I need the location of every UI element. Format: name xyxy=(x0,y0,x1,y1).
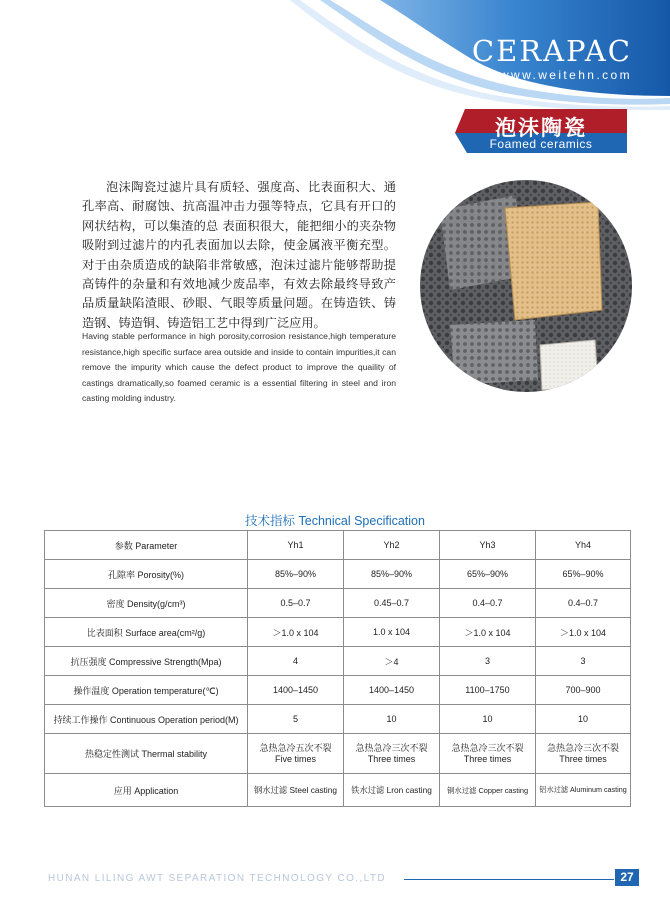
page-subtitle: Foamed ceramics xyxy=(489,137,593,151)
thermal-cn: 急热急冷三次不裂 xyxy=(355,742,428,753)
table-cell: 铝水过滤 Aluminum casting xyxy=(536,774,631,807)
header-cell: Yh3 xyxy=(440,531,536,560)
table-cell: 10 xyxy=(344,705,440,734)
section-title-badge xyxy=(455,109,627,153)
table-header-row xyxy=(45,531,631,560)
row-label: 应用 Application xyxy=(45,774,248,807)
intro-chinese: 泡沫陶瓷过滤片具有质轻、强度高、比表面积大、通孔率高、耐腐蚀、抗高温冲击力强等特点，它具有开口的网状结构，可以集渣的总 表面积很大，能把细小的夹杂物吸附到过滤片的内孔表面加以去除，使金属液平衡充型。对于由杂质造成的缺陷非常敏感，泡沫过滤片能够帮助提高铸件的杂量和有效地减少废品率，有效去除最终导致产品质量缺陷渣眼、砂眼、气眼等质量问题。在铸造铁、铸造钢、铸造铜、铸造铝工艺中得到广泛应用。 xyxy=(82,180,396,330)
table-cell: 10 xyxy=(536,705,631,734)
brand-block xyxy=(472,36,632,82)
table-row xyxy=(45,589,631,618)
table-cell xyxy=(248,734,344,774)
intro-english: Having stable performance in high porosity,corrosion resistance,high temperature resistance,high specific surface area outside and inside to contain impurities,it can remove the impurity which cause the defect product to improve the quaility of castings dramatically,so foamed ceramic is a essential filtering in steel and iron casting molding industry. xyxy=(82,331,396,403)
thermal-cn: 急热急冷三次不裂 xyxy=(546,742,619,753)
footer-divider xyxy=(404,879,614,880)
table-cell: 钢水过滤 Steel casting xyxy=(248,774,344,807)
row-label: 孔隙率 Porosity(%) xyxy=(45,560,248,589)
page-number: 27 xyxy=(615,869,639,886)
header-cell: 参数 Parameter xyxy=(45,531,248,560)
thermal-en: Three times xyxy=(367,753,416,764)
footer-company: HUNAN LILING AWT SEPARATION TECHNOLOGY CO.,LTD xyxy=(48,873,386,884)
table-cell: 1400–1450 xyxy=(344,676,440,705)
table-cell: 65%–90% xyxy=(536,560,631,589)
brand-name: CERAPAC xyxy=(471,34,632,68)
thermal-cn: 急热急冷五次不裂 xyxy=(259,742,332,753)
specification-table xyxy=(44,530,631,807)
table-cell: ＞1.0 x 104 xyxy=(536,618,631,647)
table-cell: ＞1.0 x 104 xyxy=(440,618,536,647)
table-cell: 10 xyxy=(440,705,536,734)
thermal-en: Three times xyxy=(559,753,607,764)
table-cell: ＞1.0 x 104 xyxy=(248,618,344,647)
table-cell: 700–900 xyxy=(536,676,631,705)
table-cell: 0.5–0.7 xyxy=(248,589,344,618)
thermal-en: Five times xyxy=(274,753,316,764)
table-cell: 85%–90% xyxy=(248,560,344,589)
website-url: www.weitehn.com xyxy=(499,68,632,82)
table-row-application xyxy=(45,774,631,807)
table-row xyxy=(45,618,631,647)
header-cell: Yh2 xyxy=(344,531,440,560)
thermal-cn: 急热急冷三次不裂 xyxy=(451,742,524,753)
table-cell: ＞4 xyxy=(344,647,440,676)
table-cell xyxy=(440,734,536,774)
table-row-thermal xyxy=(45,734,631,774)
table-cell: 铜水过滤 Copper casting xyxy=(440,774,536,807)
table-cell: 1400–1450 xyxy=(248,676,344,705)
table-row xyxy=(45,705,631,734)
row-label: 持续工作操作 Continuous Operation period(M) xyxy=(45,705,248,734)
table-cell: 4 xyxy=(248,647,344,676)
table-cell: 1.0 x 104 xyxy=(344,618,440,647)
table-cell: 85%–90% xyxy=(344,560,440,589)
table-cell xyxy=(536,734,631,774)
table-cell: 1100–1750 xyxy=(440,676,536,705)
row-label: 操作温度 Operation temperature(℃) xyxy=(45,676,248,705)
table-cell: 3 xyxy=(440,647,536,676)
table-cell: 65%–90% xyxy=(440,560,536,589)
header-cell: Yh1 xyxy=(248,531,344,560)
thermal-en: Three times xyxy=(463,753,512,764)
header-cell: Yh4 xyxy=(536,531,631,560)
page-title: 泡沫陶瓷 xyxy=(495,116,587,140)
table-cell: 5 xyxy=(248,705,344,734)
product-photo xyxy=(420,180,632,392)
table-cell: 0.45–0.7 xyxy=(344,589,440,618)
table-row xyxy=(45,560,631,589)
table-row xyxy=(45,647,631,676)
table-cell: 铁水过滤 Lron casting xyxy=(344,774,440,807)
table-cell: 0.4–0.7 xyxy=(536,589,631,618)
table-title: 技术指标 Technical Specification xyxy=(245,514,425,528)
table-cell: 0.4–0.7 xyxy=(440,589,536,618)
table-cell: 3 xyxy=(536,647,631,676)
table-cell xyxy=(344,734,440,774)
row-label: 抗压强度 Compressive Strength(Mpa) xyxy=(45,647,248,676)
row-label: 热稳定性测试 Thermal stability xyxy=(45,734,248,774)
row-label: 密度 Density(g/cm³) xyxy=(45,589,248,618)
table-row xyxy=(45,676,631,705)
row-label: 比表面积 Surface area(cm²/g) xyxy=(45,618,248,647)
